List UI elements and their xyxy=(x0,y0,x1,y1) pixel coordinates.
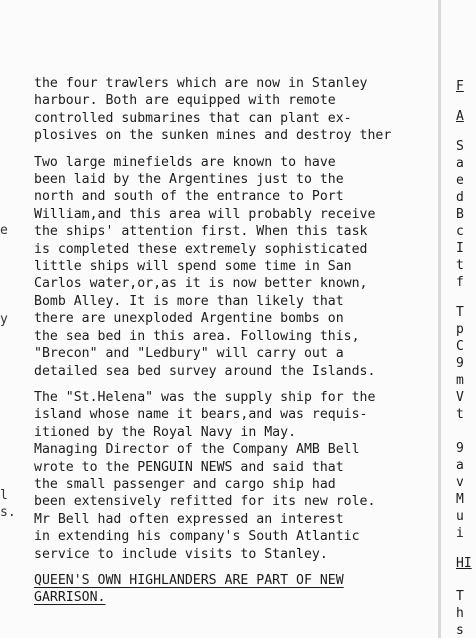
text-line: William,and this area will probably receive xyxy=(34,206,376,222)
right-fragment: a xyxy=(456,458,464,473)
section-heading xyxy=(34,572,438,607)
text-line: Managing Director of the Company AMB Bell xyxy=(34,442,360,458)
text-line: little ships will spend some time in San xyxy=(34,259,352,275)
text-line: wrote to the PENGUIN NEWS and said that xyxy=(34,459,344,475)
right-fragment: t xyxy=(456,407,464,422)
right-fragment: t xyxy=(456,258,464,273)
right-fragment: C xyxy=(456,339,464,354)
text-line: "Brecon" and "Ledbury" will carry out a xyxy=(34,346,344,362)
text-line: the small passenger and cargo ship had xyxy=(34,476,336,492)
right-fragment: V xyxy=(456,390,464,405)
right-fragment: d xyxy=(456,190,464,205)
left-margin-fragment: e xyxy=(0,223,8,238)
right-fragment: v xyxy=(456,475,464,490)
right-fragment: p xyxy=(456,322,464,337)
text-line: Carlos water,or,as it is now better known, xyxy=(34,276,368,292)
text-line: Bomb Alley. It is more than likely that xyxy=(34,293,344,309)
right-fragment: F xyxy=(456,79,464,94)
text-line: the sea bed in this area. Following this, xyxy=(34,328,360,344)
right-fragment: A xyxy=(456,109,464,124)
left-margin-fragment: s. xyxy=(0,505,16,520)
right-fragment: i xyxy=(456,526,464,541)
text-line: the four trawlers which are now in Stanley xyxy=(34,76,368,91)
heading-line: GARRISON. xyxy=(34,590,106,606)
left-margin-fragment: l xyxy=(0,488,8,503)
right-fragment: 9 xyxy=(456,356,464,371)
paragraph-minefields xyxy=(34,154,438,380)
text-line: in extending his company's South Atlantic xyxy=(34,529,360,545)
right-fragment: T xyxy=(456,305,464,320)
right-fragment: HI xyxy=(456,556,472,571)
right-fragment: 9 xyxy=(456,441,464,456)
right-fragment: f xyxy=(456,275,464,290)
text-line: itioned by the Royal Navy in May. xyxy=(34,424,297,440)
right-fragment: I xyxy=(456,241,464,256)
right-fragment: M xyxy=(456,492,464,507)
right-fragment: s xyxy=(456,623,464,638)
text-line: controlled submarines that can plant ex- xyxy=(34,110,352,126)
text-line: there are unexploded Argentine bombs on xyxy=(34,311,344,327)
text-line: is completed these extremely sophisticated xyxy=(34,241,368,257)
right-fragment: u xyxy=(456,509,464,524)
paragraph-st-helena xyxy=(34,389,438,563)
text-line: Two large minefields are known to have xyxy=(34,154,336,170)
right-fragment: B xyxy=(456,207,464,222)
right-fragment: e xyxy=(456,173,464,188)
text-line: detailed sea bed survey around the Islands. xyxy=(34,363,376,379)
right-fragment: h xyxy=(456,606,464,621)
text-line: harbour. Both are equipped with remote xyxy=(34,93,336,109)
right-fragment: c xyxy=(456,224,464,239)
right-fragment: a xyxy=(456,156,464,171)
text-line: been extensively refitted for its new role. xyxy=(34,494,376,510)
text-line: plosives on the sunken mines and destroy ther xyxy=(34,128,392,144)
text-line: north and south of the entrance to Port xyxy=(34,189,344,205)
right-column-fragments xyxy=(456,0,476,638)
heading-line: QUEEN'S OWN HIGHLANDERS ARE PART OF NEW xyxy=(34,572,344,588)
text-line: been laid by the Argentines just to the xyxy=(34,172,344,188)
text-line: The "St.Helena" was the supply ship for the xyxy=(34,389,376,405)
text-line: Mr Bell had often expressed an interest xyxy=(34,511,344,527)
right-fragment: T xyxy=(456,589,464,604)
text-line: service to include visits to Stanley. xyxy=(34,546,328,562)
main-text-column xyxy=(34,75,438,616)
left-margin-fragment: y xyxy=(0,312,8,327)
text-line: island whose name it bears,and was requis- xyxy=(34,407,368,423)
right-fragment: m xyxy=(456,373,464,388)
right-fragment: S xyxy=(456,139,464,154)
text-line: the ships' attention first. When this task xyxy=(34,224,368,240)
paragraph-minesweepers xyxy=(34,75,438,145)
column-gutter xyxy=(438,0,441,638)
